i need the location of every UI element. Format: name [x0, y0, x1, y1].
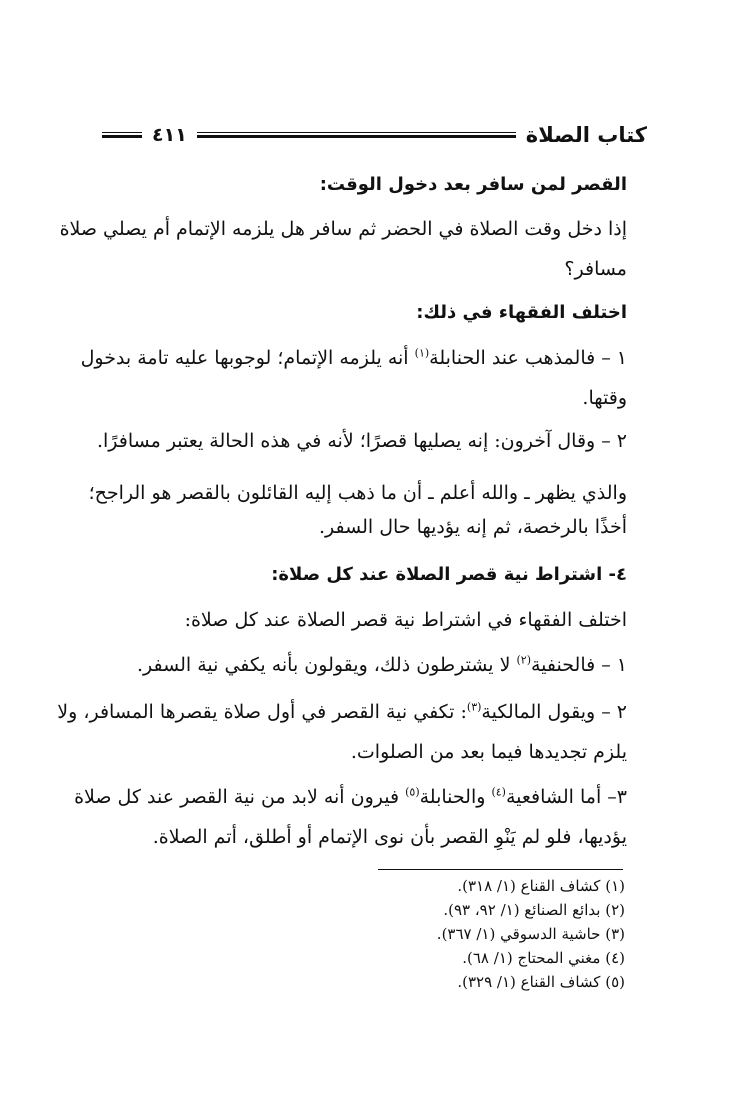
list-item-line: يلزم تجديدها فيما بعد من الصلوات.	[350, 741, 627, 763]
list-item-line: وقتها.	[582, 387, 627, 409]
section-heading: اختلف الفقهاء في ذلك:	[416, 302, 627, 323]
paragraph-line: مسافر؟	[564, 258, 627, 280]
section-heading: ٤- اشتراط نية قصر الصلاة عند كل صلاة:	[271, 564, 627, 585]
section-heading: القصر لمن سافر بعد دخول الوقت:	[319, 174, 627, 195]
list-item-text: فيرون أنه لابد من نية القصر عند كل صلاة	[74, 786, 406, 808]
paragraph-line: إذا دخل وقت الصلاة في الحضر ثم سافر هل يلزمه الإتمام أم يصلي صلاة	[59, 218, 627, 240]
footnote: (٥) كشاف القناع (١/ ٣٢٩).	[457, 973, 625, 991]
footnote-ref: (٤)	[491, 785, 506, 799]
main-text	[57, 0, 627, 860]
footnote-ref: (٥)	[405, 785, 420, 799]
running-title: كتاب الصلاة	[525, 123, 647, 147]
footnote: (١) كشاف القناع (١/ ٣١٨).	[457, 877, 625, 895]
paragraph: اختلف الفقهاء في اشتراط نية قصر الصلاة عند كل صلاة:	[184, 609, 627, 631]
footnote: (٤) مغني المحتاج (١/ ٦٨).	[462, 949, 625, 967]
page-number: ٤١١	[152, 124, 187, 146]
footnote-ref: (٣)	[466, 700, 482, 714]
paragraph-line: والذي يظهر ـ والله أعلم ـ أن ما ذهب إليه القائلون بالقصر هو الراجح؛	[88, 482, 627, 504]
list-item: ٢ – وقال آخرون: إنه يصليها قصرًا؛ لأنه في هذه الحالة يعتبر مسافرًا.	[96, 430, 627, 452]
list-item-text: ٣– أما الشافعية	[505, 786, 627, 808]
list-item-line	[57, 697, 627, 727]
footnote: (٢) بدائع الصنائع (١/ ٩٢، ٩٣).	[443, 901, 625, 919]
list-item-text: ١ – فالمذهب عند الحنابلة	[429, 347, 627, 369]
list-item	[105, 650, 627, 680]
list-item-text: والحنابلة	[419, 786, 492, 808]
footnote-ref: (١)	[414, 346, 430, 360]
list-item-text: لا يشترطون ذلك، ويقولون بأنه يكفي نية السفر.	[137, 654, 517, 676]
list-item-text: أنه يلزمه الإتمام؛ لوجوبها عليه تامة بدخول	[80, 347, 415, 369]
list-item-text: ١ – فالحنفية	[531, 654, 627, 676]
list-item-line: يؤديها، فلو لم يَنْوِ القصر بأن نوى الإتمام أو أطلق، أتم الصلاة.	[152, 826, 627, 848]
paragraph-line: أخذًا بالرخصة، ثم إنه يؤديها حال السفر.	[319, 516, 627, 538]
list-item-line	[74, 782, 627, 812]
footnote: (٣) حاشية الدسوقي (١/ ٣٦٧).	[436, 925, 625, 943]
list-item-text: : تكفي نية القصر في أول صلاة يقصرها المسافر، ولا	[57, 701, 467, 723]
list-item-text: ٢ – ويقول المالكية	[481, 701, 627, 723]
footnotes	[300, 874, 625, 994]
list-item-line	[80, 343, 627, 373]
footnote-separator	[378, 869, 623, 870]
footnote-ref: (٢)	[516, 653, 531, 667]
